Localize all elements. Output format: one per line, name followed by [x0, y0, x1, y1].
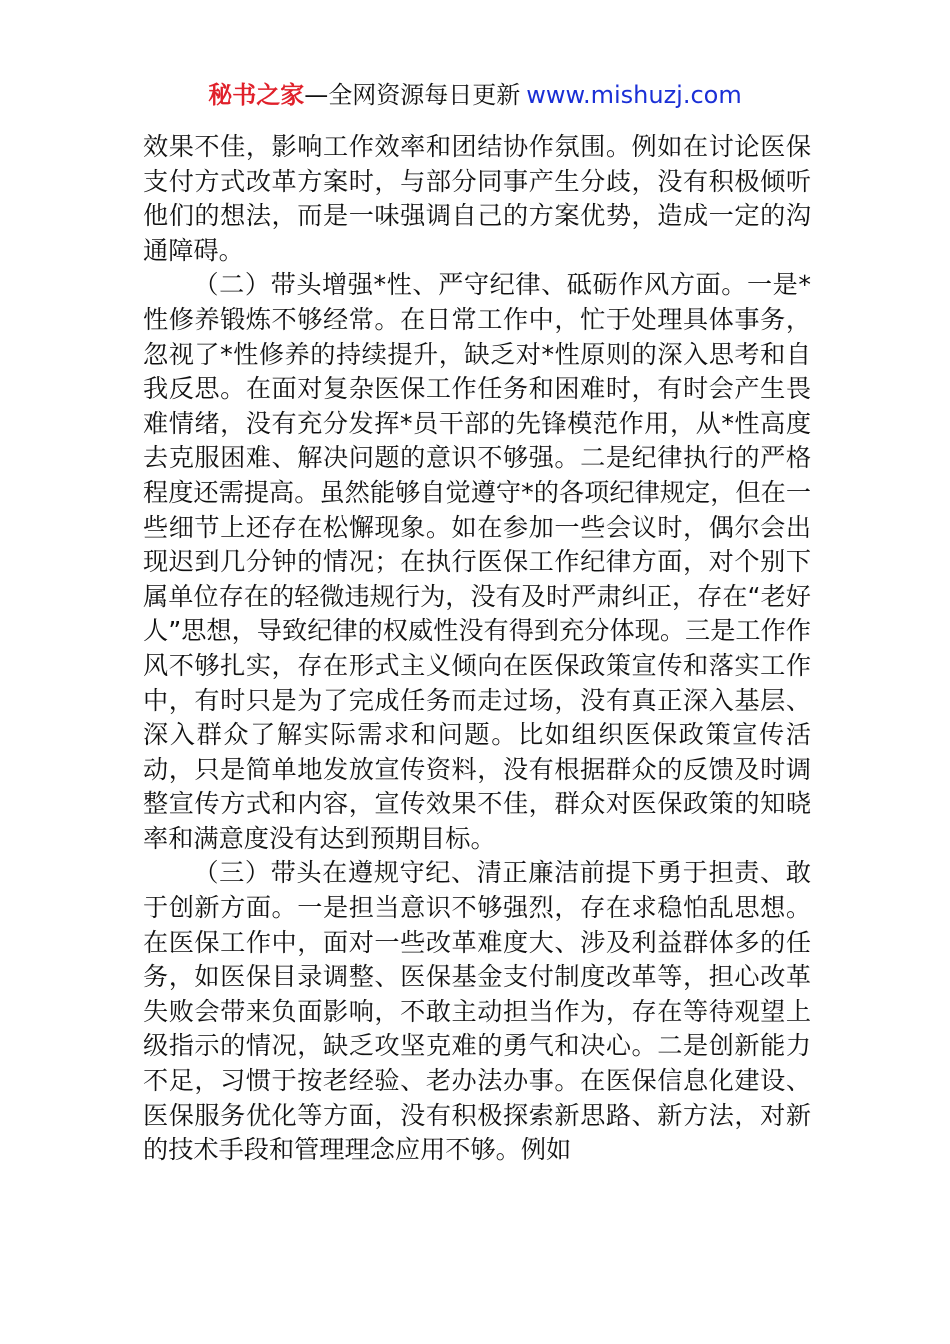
- header-tagline: —全网资源每日更新: [304, 81, 521, 109]
- paragraph-section-two: （二）带头增强*性、严守纪律、砥砺作风方面。一是*性修养锻炼不够经常。在日常工作中，忙于处理具体事务，忽视了*性修养的持续提升，缺乏对*性原则的深入思考和自我反思。在面对复杂医保工作任务和困难时，有时会产生畏难情绪，没有充分发挥*员干部的先锋模范作用，从*性高度去克服困难、解决问题的意识不够强。二是纪律执行的严格程度还需提高。虽然能够自觉遵守*的各项纪律规定，但在一些细节上还存在松懈现象。如在参加一些会议时，偶尔会出现迟到几分钟的情况；在执行医保工作纪律方面，对个别下属单位存在的轻微违规行为，没有及时严肃纠正，存在“老好人”思想，导致纪律的权威性没有得到充分体现。三是工作作风不够扎实，存在形式主义倾向在医保政策宣传和落实工作中，有时只是为了完成任务而走过场，没有真正深入基层、深入群众了解实际需求和问题。比如组织医保政策宣传活动，只是简单地发放宣传资料，没有根据群众的反馈及时调整宣传方式和内容，宣传效果不佳，群众对医保政策的知晓率和满意度没有达到预期目标。: [143, 270, 812, 853]
- paragraph-section-three: （三）带头在遵规守纪、清正廉洁前提下勇于担责、敢于创新方面。一是担当意识不够强烈，存在求稳怕乱思想。在医保工作中，面对一些改革难度大、涉及利益群体多的任务，如医保目录调整、医保基金支付制度改革等，担心改革失败会带来负面影响，不敢主动担当作为，存在等待观望上级指示的情况，缺乏攻坚克难的勇气和决心。二是创新能力不足，习惯于按老经验、老办法办事。在医保信息化建设、医保服务优化等方面，没有积极探索新思路、新方法，对新的技术手段和管理理念应用不够。例如: [143, 858, 811, 1165]
- page-header: [0, 78, 950, 112]
- brand-name: 秘书之家: [208, 81, 305, 109]
- document-body: [143, 130, 811, 1168]
- paragraph-continued: 效果不佳，影响工作效率和团结协作氛围。例如在讨论医保支付方式改革方案时，与部分同事产生分歧，没有积极倾听他们的想法，而是一味强调自己的方案优势，造成一定的沟通障碍。: [143, 132, 811, 265]
- site-url-link[interactable]: www.mishuzj.com: [526, 81, 742, 109]
